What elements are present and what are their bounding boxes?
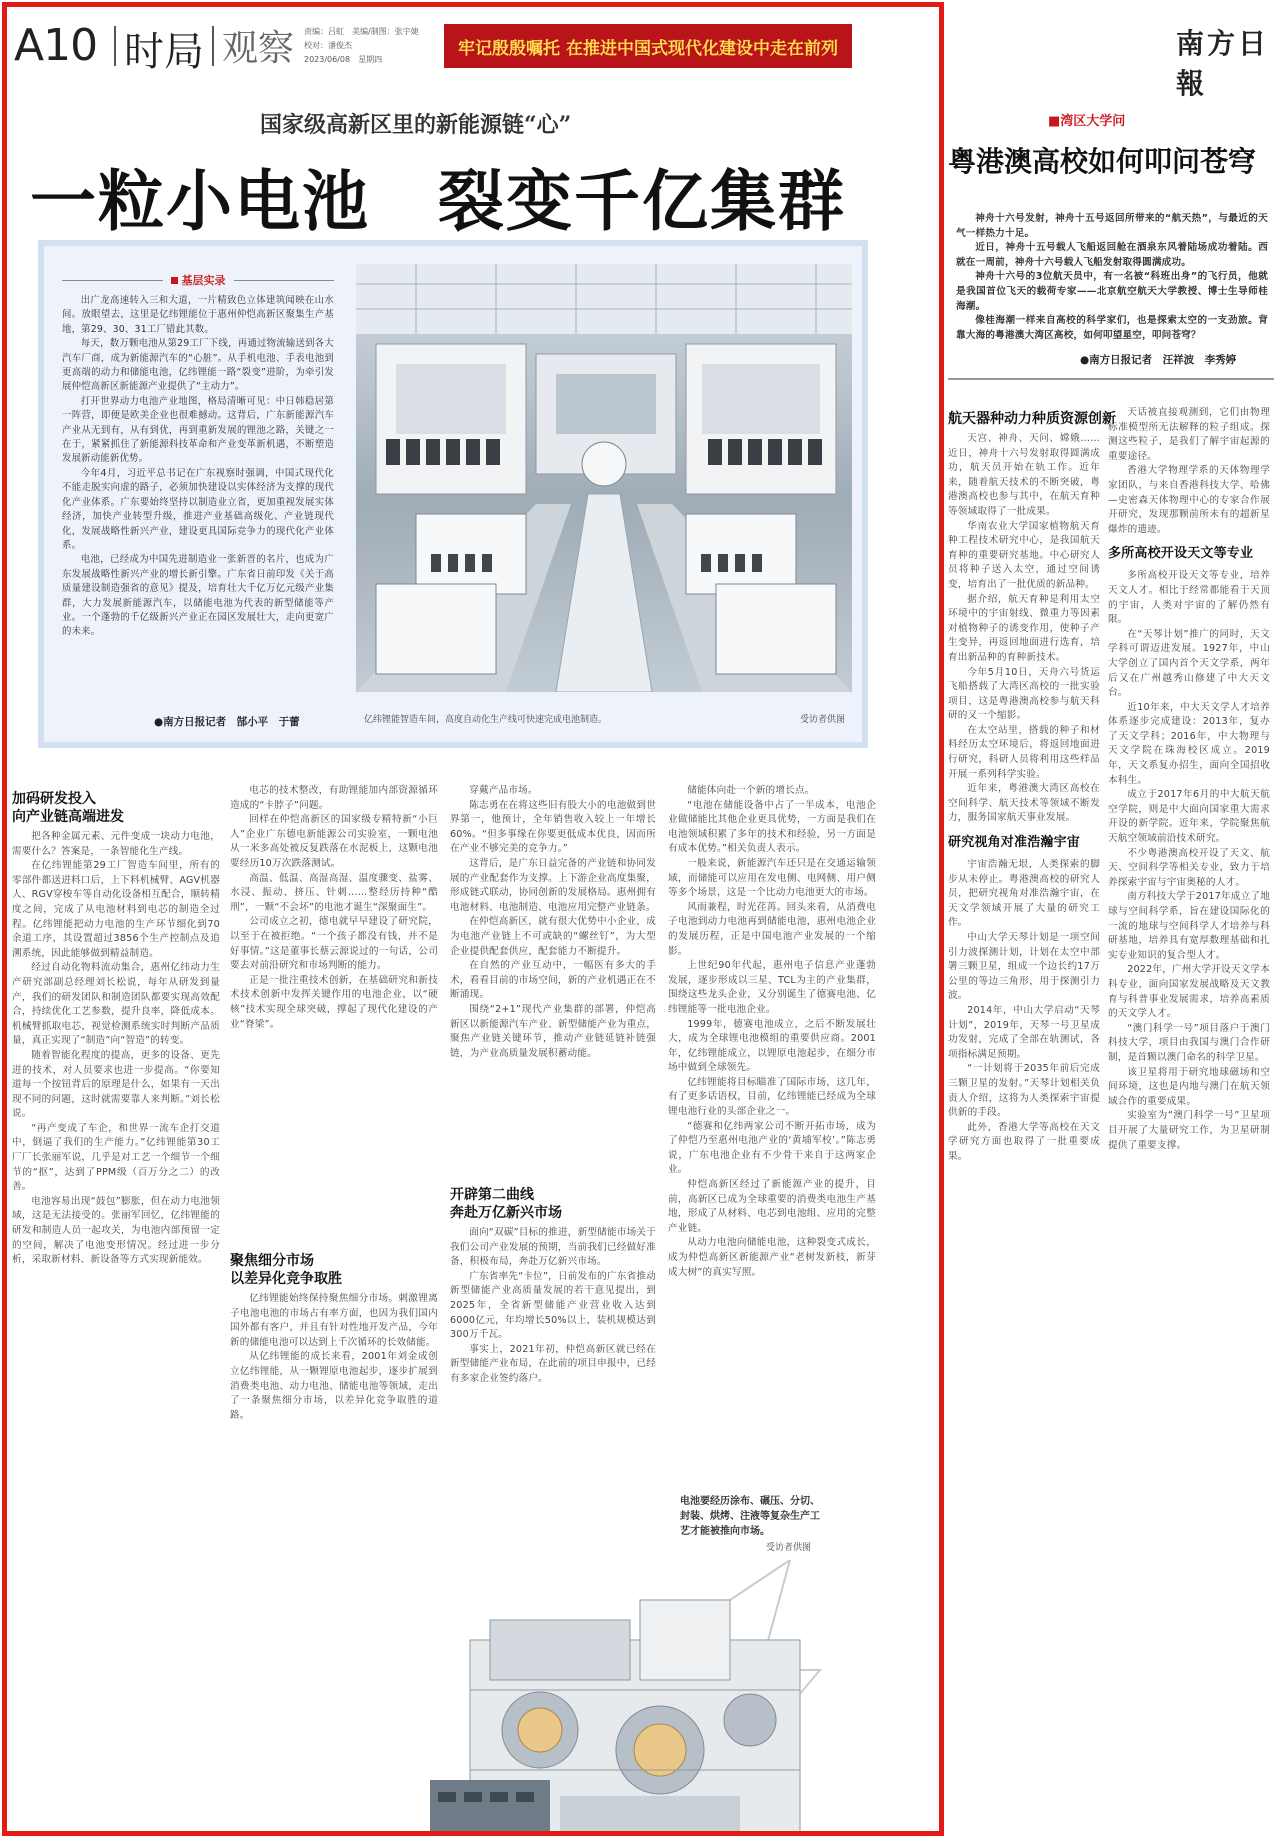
col2-text-top <box>230 784 438 1194</box>
right-colB-p10: “澳门科学一号”项目落户于澳门科技大学，项目由我国与澳门合作研制，是首颗以澳门命名的科学卫星。 <box>1108 1022 1270 1063</box>
right-colA-p8: 中山大学天琴计划是一项空间引力波探测计划，计划在太空中部署三颗卫星，组成一个边长约17万公里的等边三角形，用于探测引力波。 <box>948 932 1100 1002</box>
machine-illustration <box>430 1560 910 1836</box>
col2-text-bottom <box>230 1292 438 1832</box>
masthead: 南方日報 <box>1176 27 1270 100</box>
kicker: 国家级高新区里的新能源链“心” <box>260 112 572 138</box>
col1-p1: 把各种金属元素、元件变成一块动力电池，需要什么？答案是，一条智能化生产线。 <box>12 831 220 857</box>
right-colA-p1: 天宫、神舟、天问、嫦娥……近日，神舟十六号发射取得圆满成功，航天员开始在轨工作。近年来，随着航天技术的不断突破，粤港澳高校也参与其中，在航天育种等领域取得了一批成果。 <box>948 433 1100 517</box>
subhead-1 <box>12 790 124 826</box>
right-colA-p9: 2014年，中山大学启动“天琴计划”，2019年，天琴一号卫星成功发射，完成了全部在轨测试，各项指标满足预期。 <box>948 1004 1100 1060</box>
right-colB-p1: 天话被直接观测到，它们由物理标准模型所无法解释的粒子组成。探测这些粒子，是我们了解宇宙起源的重要途径。 <box>1108 407 1270 462</box>
right-colA-p5: 在太空站里，搭载的种子和材料经历太空环境后，将返回地面进行研究，科研人员将利用这些样品开展一系列科学实验。 <box>948 724 1100 780</box>
right-headline: 粤港澳高校如何叩问苍穹 <box>948 145 1257 178</box>
subhead-3-line1: 开辟第二曲线 <box>450 1187 534 1203</box>
right-colA-p11: 此外，香港大学等高校在天文学研究方面也取得了一批重要成果。 <box>948 1121 1100 1162</box>
col3-p6: 围绕“2+1”现代产业集群的部署，仲恺高新区以新能源汽车产业、新型储能产业为重点，聚焦产业链关键环节，推动产业链延链补链强链，为产业高质量发展积蓄动能。 <box>450 1003 656 1059</box>
box-label: 基层实录 <box>181 274 226 287</box>
right-colA-text <box>948 432 1100 1832</box>
col4-p3: 一般来说，新能源汽车还只是在交通运输领域，而储能可以应用在发电侧、电网侧、用户侧等多个场景，这是一个比动力电池更大的市场。 <box>668 857 876 899</box>
col1-p2: 在亿纬锂能第29工厂智造车间里，所有的零部件都送进料口后，上下料机械臂、AGV机器人、RGV穿梭车等自动化设备相互配合，顺转精度之间，完成了从电池材料到电芯的制造全过程。亿纬锂能把动力电池的生产环节细化到70余道工序，其设置超过3856个生产控制点及追溯系统，因此能够做到精益制造。 <box>12 860 220 959</box>
col1-p4: 随着智能化程度的提高，更多的设备、更先进的技术，对人员要求也进一步提高。“你要知道每一个按钮背后的原理是什么，如果有一天出现不同的问题，这时就需要靠人来判断。”刘长松说。 <box>12 1049 220 1120</box>
banner <box>444 24 852 68</box>
col3-text-bottom <box>450 1226 656 1556</box>
col1-p5: “再产变成了车企，和世界一流车企打交道中，倒逼了我们的生产能力。”亿纬锂能第30工厂厂长张丽军说，几乎是对工艺一个细节一个细节的“抠”，达到了PPM级（百万分之二）的改善。 <box>12 1122 220 1193</box>
subhead-3-line2: 奔赴万亿新兴市场 <box>450 1205 562 1221</box>
header-divider-2 <box>212 26 214 66</box>
photo-caption: 亿纬锂能智造车间，高度自动化生产线可快速完成电池制造。 <box>364 715 608 725</box>
banner-text: 牢记殷殷嘱托 在推进中国式现代化建设中走在前列 <box>458 38 838 59</box>
feature-box <box>38 240 868 748</box>
right-colB-p7: 不少粤港澳高校开设了天文、航天、空间科学等相关专业，致力于培养探索宇宙与宇宙奥秘的人才。 <box>1108 847 1270 888</box>
box-p4: 今年4月，习近平总书记在广东视察时强调，中国式现代化不能走脱实向虚的路子，必须加快建设以实体经济为支撑的现代化产业体系。广东要始终坚持以制造业立省，更加重视发展实体经济，加快产业转型升级，推进产业基础高级化、产业链现代化，发展战略性新兴产业，建设更具国际竞争力的现代化产业体系。 <box>62 467 334 551</box>
col4-p7: 亿纬锂能将目标瞄准了国际市场，这几年，有了更多话语权，目前，亿纬锂能已经成为全球锂电池行业的头部企业之一。 <box>668 1076 876 1118</box>
col2-p3: 高温、低温、高湿高湿、温度骤变、盐雾、水浸、振动、挤压、针刺……整经历持种“酷刑”，一颗“不会坏”的电池才诞生“深聚面生”。 <box>230 872 438 913</box>
date-line: 2023/06/08 星期四 <box>304 55 383 64</box>
box-text <box>62 294 334 674</box>
right-lead-p3: 神舟十六号的3位航天员中，有一名被“科班出身”的飞行员，他就是我国首位飞天的载荷专家——北京航空航天大学教授、博士生导师桂海潮。 <box>956 271 1268 312</box>
subhead-1-line1: 加码研发投入 <box>12 791 96 807</box>
box-p2: 每天，数万颗电池从第29工厂下线，再通过物流输送到各大汽车厂商，成为新能源汽车的“心脏”。从手机电池、手表电池到更高端的动力和储能电池，亿纬锂能一路“裂变”进阶，为牵引发展仲恺高新区新能源产业提供了“主动力”。 <box>62 338 334 393</box>
right-kicker: ■湾区大学问 <box>1048 114 1126 129</box>
col3-p2: 陈志勇在在将这些旧有股大小的电池做到世界第一，他预计，全年销售收入较上一年增长60%。“但多事缘在你要更低成本优良，因而所在产业不够完美的竞争力。” <box>450 799 656 855</box>
col4-p8: “德赛和亿纬两家公司不断开拓市场，成为了仲恺乃至惠州电池产业的‘黄埔军校’。”陈志勇说，广东电池企业有不少骨干来自于这两家企业。 <box>668 1120 876 1176</box>
right-lead <box>956 212 1268 343</box>
col3-p8: 广东省率先“卡位”，日前发布的广东省推动新型储能产业高质量发展的若干意见提出，到2025年，全省新型储能产业营业收入达到6000亿元，年均增长50%以上，装机规模达到300万千瓦。 <box>450 1270 656 1341</box>
headline: 一粒小电池 裂变千亿集群 <box>30 162 846 240</box>
right-lead-p2: 近日，神舟十五号载人飞船返回舱在酒泉东风着陆场成功着陆。西就在一周前，神舟十六号载人飞船发射取得圆满成功。 <box>956 242 1268 268</box>
proof-line: 校对：潘俊杰 <box>304 41 352 50</box>
col3-p1: 穿戴产品市场。 <box>469 785 538 796</box>
right-colB-p5: 近10年来，中大天文学人才培养体系逐步完成建设：2013年，复办了天文学科；2016年，中大物理与天文学院在珠海校区成立。2019年，天文系复办招生，面向全国招收本科生。 <box>1108 701 1270 786</box>
subhead-2-line2: 以差异化竞争取胜 <box>230 1271 342 1287</box>
machine-photo <box>430 1560 910 1836</box>
right-colB-p6: 成立于2017年6月的中大航天航空学院，则是中大面向国家重大需求开设的新学院。近年来，学院聚焦航天航空领域前沿技术研究。 <box>1108 789 1270 845</box>
box-p1: 出广龙高速转入三和大道，一片精致色立体建筑闻映在山水间。放眼望去，这里是亿纬锂能位于惠州仲恺高新区聚集生产基地，第29、30、31工厂错此其数。 <box>62 295 334 335</box>
col4-p1: 储能体向赴一个新的增长点。 <box>687 785 815 796</box>
section-name: 时局 <box>124 29 204 75</box>
right-colA-p7: 宇宙浩瀚无垠，人类探索的脚步从未停止。粤港澳高校的研究人员，把研究视角对准浩瀚宇宙，在天文学领域开展了大量的研究工作。 <box>948 859 1100 929</box>
col3-p3: 这背后，是广东日益完备的产业链和协同发展的产业配套作为支撑。上下游企业高度集聚，形成链式联动，协同创新的发展格局。惠州拥有电池材料、电池制造、电池应用完整产业链条。 <box>450 857 656 913</box>
right-byline: ●南方日报记者 汪祥波 李秀婷 <box>1080 354 1237 366</box>
right-lead-p1: 神舟十六号发射，神舟十五号返回所带来的“航天热”，与最近的天气一样热力十足。 <box>956 213 1268 239</box>
right-colB-p11: 该卫星将用于研究地球磁场和空间环境，这也是内地与澳门在航天领域合作的重要成果。 <box>1108 1066 1270 1107</box>
subhead-3 <box>450 1186 562 1222</box>
right-colA-p10: “一计划将于2035年前后完成三颗卫星的发射。”天琴计划相关负责人介绍，这将为人类探索宇宙提供新的手段。 <box>948 1063 1100 1119</box>
column-name: 观察 <box>222 28 295 69</box>
col4-p4: 风雨兼程，时光荏苒。回头来看，从消费电子电池到动力电池再到储能电池，惠州电池企业的发展历程，正是中国电池产业发展的一个缩影。 <box>668 901 876 957</box>
col4-p10: 从动力电池向储能电池，这种裂变式成长，成为仲恺高新区新能源产业“老树发新枝，新芽成大树”的真实写照。 <box>668 1237 876 1278</box>
right-lead-p4: 像桂海潮一样来自高校的科学家们，也是探索太空的一支劲旅。背靠大海的粤港澳大湾区高校，如何叩望星空，叩问苍穹？ <box>956 315 1268 341</box>
col4-p6: 1999年，德赛电池成立，之后不断发展壮大，成为全球锂电池模组的重要供应商。2001年，亿纬锂能成立，以锂原电池起步，在细分市场中做到全球领先。 <box>668 1018 876 1074</box>
box-label-marker <box>171 277 178 284</box>
col2-p7: 从亿纬锂能的成长来看，2001年刘金成创立亿纬锂能，从一颗锂原电池起步，逐步扩展到消费类电池、动力电池、储能电池等领域，走出了一条聚焦细分市场，以差异化竞争取胜的道路。 <box>230 1351 438 1421</box>
col2-p2: 回样在仲恺高新区的国家级专精特新“小巨人”企业广东德电新能源公司实验室，一颗电池从一米多高处被反复跌落在水泥板上，这颗电池要经历10万次跌落测试。 <box>230 814 438 869</box>
col3-p9: 事实上，2021年初，仲恺高新区就已经在新型储能产业布局，在此前的项目申报中，已经有多家企业签约落户。 <box>450 1343 656 1384</box>
factory-photo <box>356 264 852 692</box>
right-colA-p3: 据介绍，航天育种是利用太空环境中的宇宙射线、微重力等因素对植物种子的诱变作用，使种子产生变异，再返回地面进行选育，培育出新品种的育种新技术。 <box>948 593 1100 663</box>
box-p3: 打开世界动力电池产业地图，格局清晰可见：中日韩稳居第一阵营，即便是欧美企业也很难撼动。这背后，广东新能源汽车产业从无到有，从有到优，再到重新发展的锂池之路，关键之一在于，紧紧抓住了新能源科技革命和产业变革新机遇，不断塑造发展新动能新优势。 <box>62 395 334 465</box>
col4-text <box>668 784 876 1484</box>
col1-text <box>12 830 220 1830</box>
col2-p4: 公司成立之初，德电就早早建设了研究院，以至于在被拒绝。“一个孩子都没有钱，并不是好事情。”这是董事长蔡云源说过的一句话，公司要去对前沿研究和市场判断的能力。 <box>230 916 438 972</box>
subhead-2-line1: 聚焦细分市场 <box>230 1253 314 1269</box>
subhead-1-line2: 向产业链高端进发 <box>12 809 124 825</box>
col4-p9: 仲恺高新区经过了新能源产业的提升，目前，高新区已成为全球重要的消费类电池生产基地，形成了从材料、电芯到电池组、应用的完整产业链。 <box>668 1179 876 1234</box>
col3-p5: 在自然的产业互动中，一幅医有多大的手术，看看目前的市场空间，新的产业机遇正在不断涌现。 <box>450 960 656 1001</box>
box-p5: 电池，已经成为中国先进制造业一张新晋的名片，也成为广东发展战略性新兴产业的增长新引擎。广东省日前印发《关于高质量建设制造强省的意见》提及，培育壮大千亿万亿元级产业集群，大力发展新能源汽车，以储能电池为代表的新型储能等产业。一个蓬勃的千亿级新兴产业正在园区发展壮大，走向更宽广的未来。 <box>62 554 334 638</box>
right-subhead-2: 多所高校开设天文等专业 <box>1108 546 1254 562</box>
col1-p6: 电池容易出现“鼓包”膨胀，但在动力电池领域，这是无法接受的。张丽军回忆，亿纬锂能的研发和制造人员一起攻关，为电池内部预留一定的空间，解决了电池变形情况。经过进一步分析，采取新材料、新设备等方式实现新能效。 <box>12 1195 220 1266</box>
factory-photo-illustration <box>356 264 852 692</box>
col3-p4: 在仲恺高新区，就有很大优势中小企业，成为电池产业链上不可或缺的“螺丝钉”，为大型企业提供配套供应，配套能力不断提升。 <box>450 916 656 957</box>
right-colB-p3: 多所高校开设天文等专业，培养天文人才。相比于经常都能看于天顶的宇宙，人类对宇宙的了解仍然有限。 <box>1108 570 1270 626</box>
box-label-row <box>62 272 334 288</box>
box-byline: ●南方日报记者 郜小平 于蕾 <box>154 716 300 728</box>
right-subhead-1: 航天器种动力种质资源创新 <box>948 411 1116 427</box>
right-divider <box>948 378 1274 380</box>
right-colB-p8: 南方科技大学于2017年成立了地球与空间科学系，旨在建设国际化的一流的地球与空间科学人才培养与科研基地，培养具有宽厚数理基础和扎实专业知识的复合型人才。 <box>1108 891 1270 961</box>
right-colB-p9: 2022年，广州大学开设天文学本科专业，面向国家发展战略及天文教育与科普事业发展需求，培养高素质的天文学人才。 <box>1108 964 1270 1020</box>
right-colB-p4: 在“天琴计划”推广的同时，天文学科可谓迈进发展。1927年，中山大学创立了国内首个天文学系，两年后又在广州越秀山修建了中大天文台。 <box>1108 628 1270 699</box>
right-colB-p12: 实验室为“澳门科学一号”卫星项目开展了大量研究工作，为卫星研制提供了重要支撑。 <box>1108 1110 1270 1151</box>
box-label-rule-right <box>234 280 335 281</box>
col1-p3: 经过自动化物料流动集合，惠州亿纬动力生产研究部副总经理刘长松说，每年从研发到量产，我们的研发团队和制造团队都要实现高效配合，持续优化工艺参数，提升良率，降低成本。机械臂抓取电芯，视觉检测系统实时判断产品质量，真正实现了“制造”向“智造”的转变。 <box>12 962 220 1047</box>
machine-photo-caption: 电池要经历涂布、碾压、分切、封装、烘烤、注液等复杂生产工艺才能被推向市场。 <box>680 1496 820 1537</box>
col2-p1: 电芯的技术整改，有助锂能加内部资源循环造成的“卡脖子”问题。 <box>230 785 438 811</box>
right-subhead-3: 研究视角对准浩瀚宇宙 <box>948 835 1081 851</box>
subhead-2 <box>230 1252 342 1288</box>
right-colA-p2: 华南农业大学国家植物航天育种工程技术研究中心，是我国航天育种的重要研究基地。中心研究人员将种子送入太空，通过空间诱变，培育出了一批优质的新品种。 <box>948 520 1100 590</box>
header-divider-1 <box>114 26 116 66</box>
col2-p6: 亿纬锂能始终保持聚焦细分市场。刺激锂离子电池电池的市场占有率方面，也因为我们国内国外都有客户，并且有针对性地开发产品，今年新的储能电池可以达到上千次循环的长效储能。 <box>230 1293 438 1348</box>
col4-p2: “电池在储能设备中占了一半成本，电池企业做储能比其他企业更具优势，一方面是我们在电池领域积累了多年的技术和经验，另一方面是有成本优势。”相关负责人表示。 <box>668 799 876 855</box>
right-colB-p2: 香港大学物理学系的天体物理学家团队，与来自香港科技大学、哈佛—史密森天体物理中心的专家合作展开研究，发现那颗前所未有的超新星爆炸的遗迹。 <box>1108 465 1270 535</box>
right-colA-p6: 近年来，粤港澳大湾区高校在空间科学、航天技术等领域不断发力，服务国家航天事业发展。 <box>948 783 1100 824</box>
col4-p5: 上世纪90年代起，惠州电子信息产业蓬勃发展，逐步形成以三星、TCL为主的产业集群，围绕这些龙头企业，又分别诞生了德赛电池、亿纬锂能等一批电池企业。 <box>668 960 876 1015</box>
right-colA-p4: 今年5月10日，天舟六号货运飞船搭载了大湾区高校的一批实验项目，这是粤港澳高校参与航天科研的又一个缩影。 <box>948 666 1100 722</box>
machine-photo-credit: 受访者供图 <box>766 1543 812 1553</box>
col3-text-top <box>450 784 656 1184</box>
col2-p5: 正是一批注重技术创新，在基础研究和新技术技术创新中发挥关键作用的电池企业，以“硬核”技术实现全球突破，撑起了现代化建设的产业“脊梁”。 <box>230 974 438 1030</box>
page-number: A10 <box>14 20 98 71</box>
editor-line: 责编：吕虹 美编/制图：张宇婕 <box>304 27 419 36</box>
box-label-rule-left <box>62 280 163 281</box>
photo-credit: 受访者供图 <box>800 715 846 725</box>
right-colB-text <box>1108 406 1270 1832</box>
col3-p7: 面向“双碳”目标的推进，新型储能市场关于我们公司产业发展的预期，当前我们已经做好准备，积极布局，奔赴万亿新兴市场。 <box>450 1227 656 1268</box>
